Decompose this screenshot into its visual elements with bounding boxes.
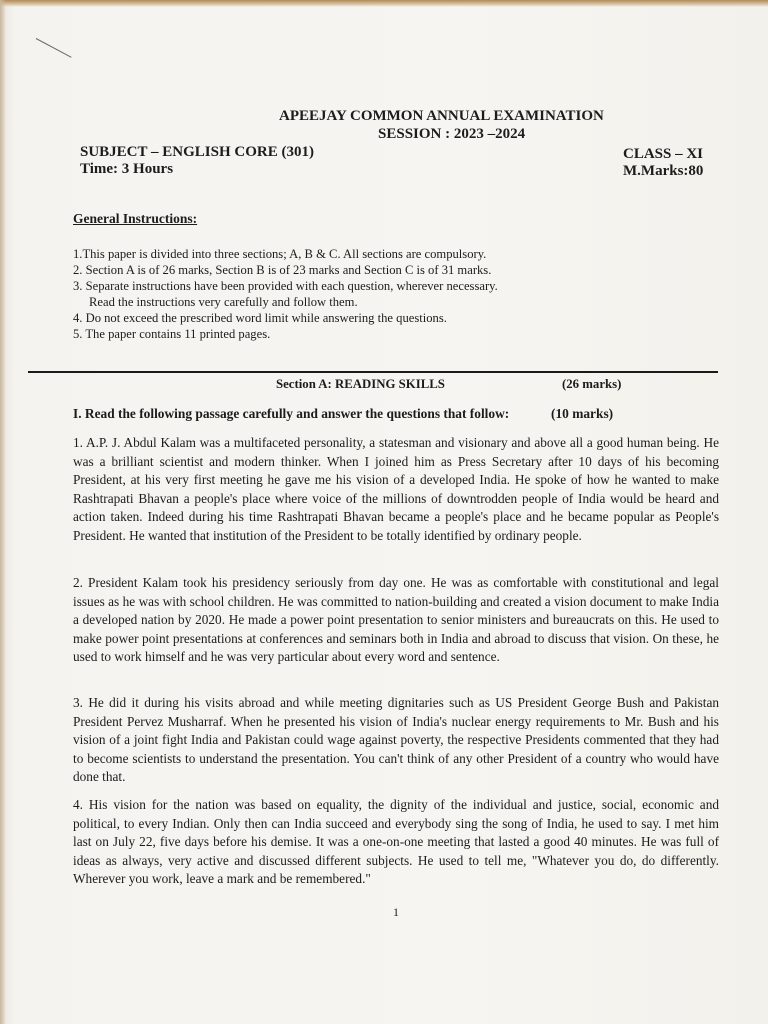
instruction-item: 1.This paper is divided into three sections; A, B & C. All sections are compulsory.: [73, 247, 487, 261]
paper-top-edge: [0, 0, 768, 7]
instruction-item: 3. Separate instructions have been provided with each question, wherever necessary.: [73, 279, 498, 293]
max-marks-label: M.Marks:80: [623, 163, 704, 179]
instructions-list: [73, 246, 498, 342]
paper-left-edge: [0, 0, 6, 1024]
passage-paragraph: 1. A.P. J. Abdul Kalam was a multifaceted personality, a statesman and visionary and above all a good human being. He was a brilliant scientist and modern thinker. When I joined him as Press Secretary after 10 days of his becoming President, at his very first meeting he gave me his vision of a developed India. He spoke of how he wanted to make Rashtrapati Bhavan a people's place where voice of the millions of downtrodden people of India would be heard and action taken. Indeed during his time Rashtrapati Bhavan became a people's place and he became popular as People's President. He wanted that institution of the President to be totally identified by ordinary people.: [73, 435, 719, 543]
instruction-item: 5. The paper contains 11 printed pages.: [73, 327, 271, 341]
session-label: SESSION : 2023 –2024: [378, 126, 526, 142]
subject-label: SUBJECT – ENGLISH CORE (301): [80, 144, 314, 160]
instructions-heading: General Instructions:: [73, 211, 198, 226]
exam-title: APEEJAY COMMON ANNUAL EXAMINATION: [279, 108, 604, 124]
section-a-marks: (26 marks): [562, 377, 622, 391]
pen-mark: [36, 38, 72, 58]
passage-paragraph: 2. President Kalam took his presidency seriously from day one. He was as comfortable with constitutional and legal issues as he was with school children. He was committed to nation-building and created a vision document to make India a developed nation by 2020. He made a power point presentation to senior ministers and bureaucrats on this. He used to make power point presentations at conferences and seminars both in India and abroad to discuss that vision. On these, he used to work himself and he was very particular about every word and sentence.: [73, 575, 719, 665]
question-marks: (10 marks): [551, 406, 614, 421]
passage-paragraph: 4. His vision for the nation was based on equality, the dignity of the individual and justice, social, economic and political, to every Indian. Only then can India succeed and everybody sing the song of India, he used to say. I met him last on July 22, five days before his demise. It was a one-on-one meeting that lasted a good 40 minutes. He was full of ideas as always, very active and discussed different subjects. He used to tell me, "Whatever you do, do differently. Wherever you work, leave a mark and be remembered.": [73, 797, 719, 887]
passage-paragraph: 3. He did it during his visits abroad and while meeting dignitaries such as US President George Bush and Pakistan President Pervez Musharraf. When he presented his vision of India's nuclear energy requirements to Mr. Bush and his vision of a joint fight India and Pakistan could wage against poverty, the respective Presidents commented that they had to become scientists to understand the presentation. You can't think of any other President of a country who would have done that.: [73, 695, 719, 785]
class-label: CLASS – XI: [623, 146, 704, 162]
instruction-item: 2. Section A is of 26 marks, Section B is of 23 marks and Section C is of 31 marks.: [73, 263, 492, 277]
instruction-item: Read the instructions very carefully and follow them.: [89, 295, 358, 309]
section-divider: [28, 371, 718, 373]
time-label: Time: 3 Hours: [80, 161, 174, 177]
question-instruction: I. Read the following passage carefully and answer the questions that follow:: [73, 406, 510, 421]
page-number: 1: [393, 905, 399, 919]
instruction-item: 4. Do not exceed the prescribed word limit while answering the questions.: [73, 311, 447, 325]
section-a-title: Section A: READING SKILLS: [276, 377, 445, 391]
